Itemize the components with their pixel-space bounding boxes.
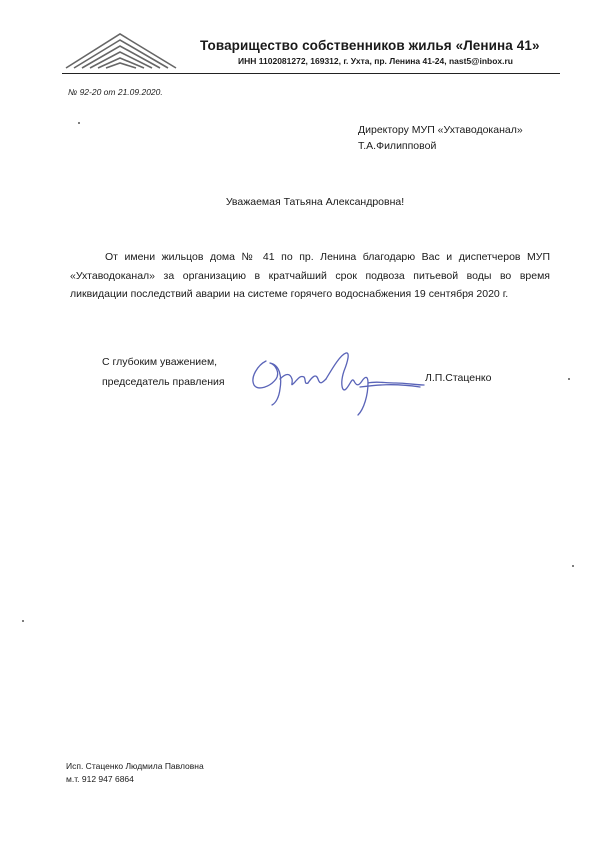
closing-regards: С глубоким уважением, [102,356,218,368]
addressee-position: Директору МУП «Ухтаводоканал» [358,124,523,136]
organization-name: Товарищество собственников жилья «Ленина 41» [200,38,540,53]
organization-details: ИНН 1102081272, 169312, г. Ухта, пр. Ленина 41-24, nast5@inbox.ru [238,56,513,66]
header-divider [62,73,560,74]
executor-phone: м.т. 912 947 6864 [66,773,134,784]
addressee-name: Т.А.Филипповой [358,140,437,152]
scan-speck [568,378,570,380]
scan-speck [572,565,574,567]
handwritten-signature-icon [236,343,426,423]
addressee-block [358,122,523,154]
document-reference: № 92-20 от 21.09.2020. [68,87,163,97]
executor-name: Исп. Стаценко Людмила Павловна [66,761,204,771]
signatory-position: председатель правления [102,376,225,388]
scan-speck [78,122,80,124]
closing-block [102,352,225,392]
building-roof-logo-icon [62,30,180,70]
signatory-name: Л.П.Стаценко [425,372,492,384]
footer-block [66,760,204,785]
greeting: Уважаемая Татьяна Александровна! [225,196,405,208]
letter-body: От имени жильцов дома № 41 по пр. Ленина благодарю Вас и диспетчеров МУП «Ухтаводоканал» за организацию в кратчайший срок подвоза питьевой воды во время ликвидации последствий аварии на системе горячего водоснабжения 19 сентября 2020 г. [70,251,550,300]
scan-speck [22,620,24,622]
